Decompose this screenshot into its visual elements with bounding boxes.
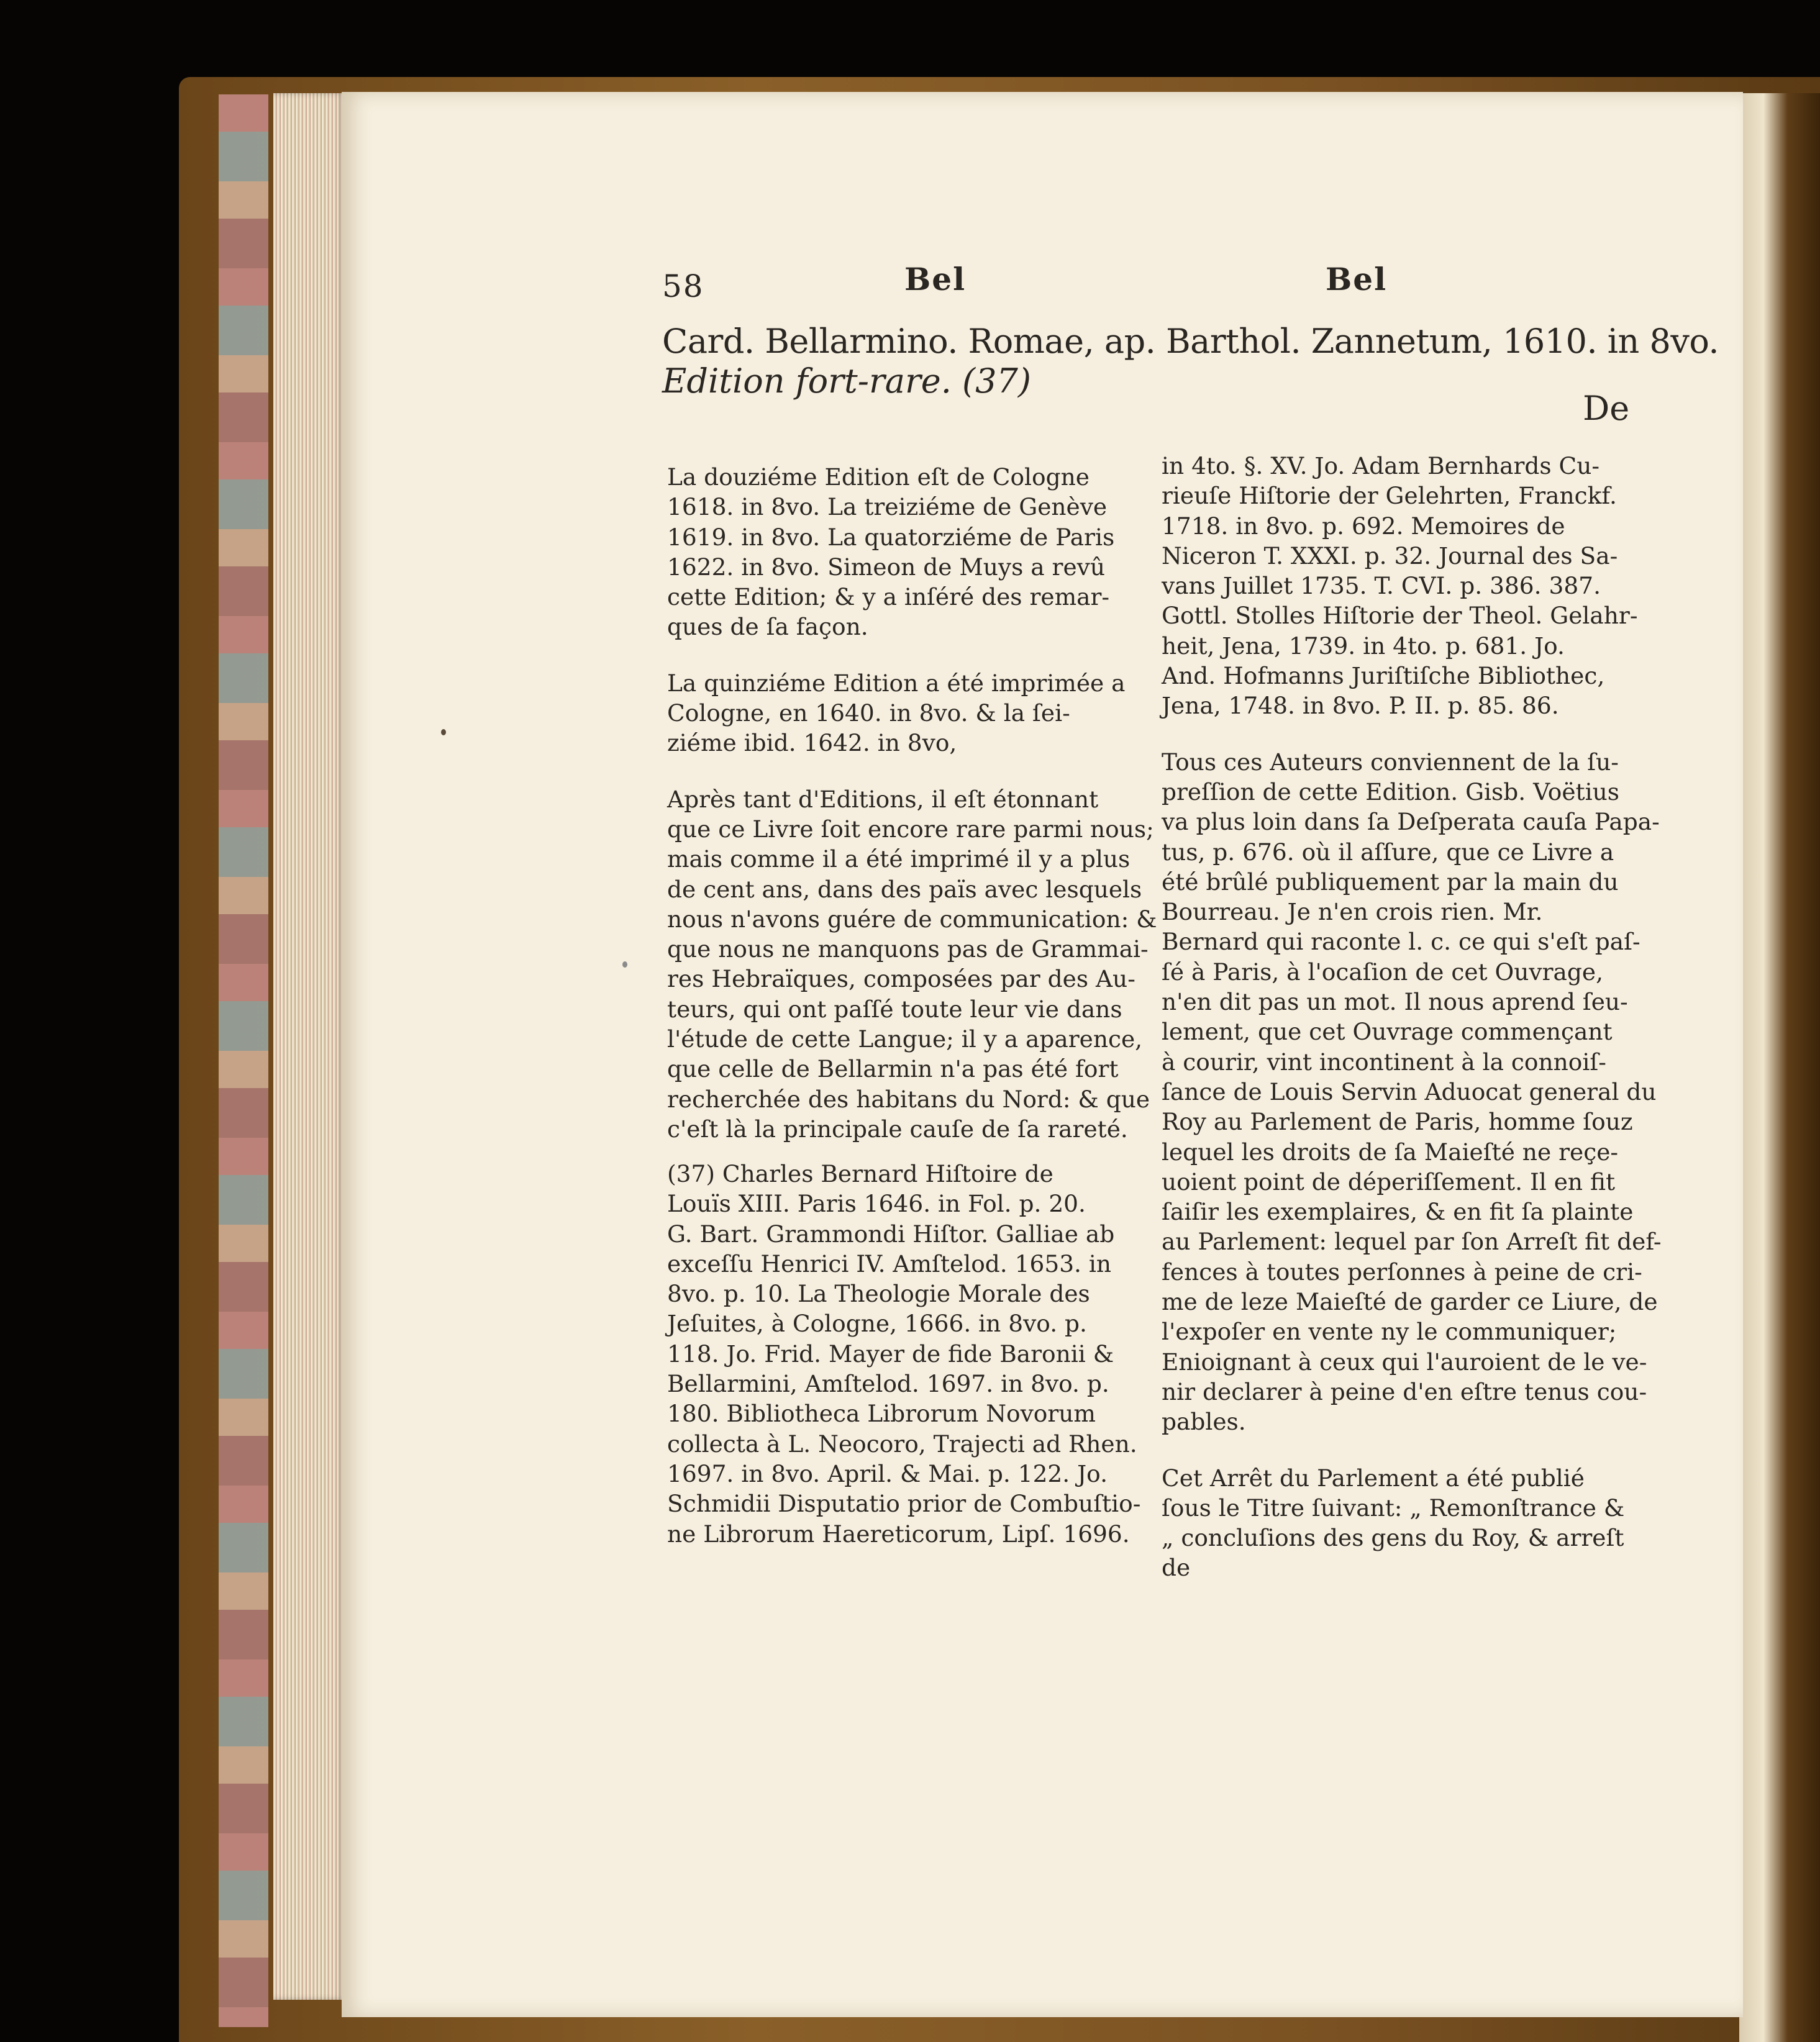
text-line: 1622. in 8vo. Simeon de Muys a revû <box>667 553 1105 581</box>
text-line: in 4to. §. XV. Jo. Adam Bernhards Cu- <box>1162 452 1600 479</box>
text-line: And. Hofmanns Juriſtiſche Bibliothec, <box>1162 662 1605 690</box>
text-line: Jena, 1748. in 8vo. P. II. p. 85. 86. <box>1162 692 1559 720</box>
text-line: ziéme ibid. 1642. in 8vo, <box>667 729 957 757</box>
text-line: de cent ans, dans des païs avec lesquels <box>667 875 1142 903</box>
footnote-line: 118. Jo. Frid. Mayer de fide Baronii & <box>667 1340 1114 1368</box>
text-line: ſaiſir les exemplaires, & en fit ſa plainte <box>1162 1198 1634 1226</box>
text-line: Roy au Parlement de Paris, homme ſouz <box>1162 1108 1633 1136</box>
text-line: n'en dit pas un mot. Il nous aprend ſeu- <box>1162 988 1628 1016</box>
text-line: à courir, vint incontinent à la connoiſ- <box>1162 1048 1606 1076</box>
text-line: Cologne, en 1640. in 8vo. & la ſei- <box>667 699 1070 727</box>
text-line: vans Juillet 1735. T. CVI. p. 386. 387. <box>1162 572 1601 600</box>
text-line: que ce Livre ſoit encore rare parmi nous; <box>667 815 1154 843</box>
text-line: au Parlement: lequel par ſon Arreſt fit def- <box>1162 1228 1662 1256</box>
running-head-right: Bel <box>1326 261 1388 297</box>
marbled-endpaper <box>219 94 268 2027</box>
text-line: ques de ſa façon. <box>667 613 868 641</box>
top-line-1: Card. Bellarmino. Romae, ap. Barthol. Zannetum, 1610. in 8vo. <box>662 322 1719 361</box>
text-line: va plus loin dans ſa Deſperata cauſa Papa- <box>1162 808 1660 836</box>
footnote-line: collecta à L. Neocoro, Trajecti ad Rhen. <box>667 1430 1137 1458</box>
text-line: La quinziéme Edition a été imprimée a <box>667 669 1126 697</box>
text-line: heit, Jena, 1739. in 4to. p. 681. Jo. <box>1162 632 1565 660</box>
footnote-line: ne Librorum Haereticorum, Lipſ. 1696. <box>667 1520 1130 1548</box>
page-edges <box>273 93 345 2000</box>
text-line: 1618. in 8vo. La treiziéme de Genève <box>667 493 1108 521</box>
book-page <box>342 92 1743 2017</box>
text-line: Niceron T. XXXI. p. 32. Journal des Sa- <box>1162 542 1618 569</box>
left-column <box>667 462 1157 1144</box>
footnote-line: (37) Charles Bernard Hiſtoire de <box>667 1160 1053 1187</box>
text-line: Bourreau. Je n'en crois rien. Mr. <box>1162 898 1543 926</box>
text-line: Cet Arrêt du Parlement a été publié <box>1162 1464 1585 1492</box>
text-line: 1718. in 8vo. p. 692. Memoires de <box>1162 512 1565 540</box>
text-line: l'expoſer en vente ny le communiquer; <box>1162 1318 1617 1346</box>
text-line: fences à toutes perſonnes à peine de cri- <box>1162 1258 1642 1286</box>
footnote-line: Louïs XIII. Paris 1646. in Fol. p. 20. <box>667 1190 1086 1218</box>
paragraph-gap <box>667 758 1157 784</box>
footnote-line: 180. Bibliotheca Librorum Novorum <box>667 1400 1096 1428</box>
text-line: cette Edition; & y a inſéré des remar- <box>667 583 1110 611</box>
text-line: Tous ces Auteurs conviennent de la ſu- <box>1162 748 1619 776</box>
text-line: que nous ne manquons pas de Grammai- <box>667 935 1149 963</box>
text-line: La douziéme Edition eſt de Cologne <box>667 463 1090 491</box>
text-line: recherchée des habitans du Nord: & que <box>667 1085 1150 1113</box>
ink-speck <box>441 729 446 735</box>
text-line: l'étude de cette Langue; il y a aparence, <box>667 1025 1143 1053</box>
text-line: nir declarer à peine d'en eſtre tenus cou- <box>1162 1377 1647 1405</box>
text-line: que celle de Bellarmin n'a pas été fort <box>667 1055 1119 1083</box>
right-column <box>1162 451 1662 1583</box>
text-line: ſous le Titre ſuivant: „ Remonſtrance & <box>1162 1494 1625 1522</box>
text-line: ſé à Paris, à l'ocaſion de cet Ouvrage, <box>1162 958 1603 986</box>
footnote-line: exceſſu Henrici IV. Amſtelod. 1653. in <box>667 1250 1112 1277</box>
footnote-37 <box>667 1159 1140 1549</box>
text-line: „ concluſions des gens du Roy, & arreſt <box>1162 1524 1624 1552</box>
footnote-line: Jeſuites, à Cologne, 1666. in 8vo. p. <box>667 1310 1087 1338</box>
text-line: uoient point de déperiſſement. Il en fit <box>1162 1168 1616 1196</box>
text-line: nous n'avons guére de communication: & <box>667 905 1157 933</box>
text-line: Bernard qui raconte l. c. ce qui s'eſt paſ- <box>1162 928 1640 956</box>
footnote-line: Bellarmini, Amſtelod. 1697. in 8vo. p. <box>667 1370 1109 1398</box>
text-line: de <box>1162 1554 1191 1582</box>
facing-page-edge <box>1739 93 1820 2042</box>
page-number: 58 <box>662 268 704 304</box>
text-line: res Hebraïques, composées par des Au- <box>667 965 1135 993</box>
ink-speck <box>622 961 627 968</box>
text-line: lequel les droits de ſa Maieſté ne reçe- <box>1162 1138 1619 1166</box>
paragraph-gap <box>1162 1437 1662 1463</box>
text-line: tus, p. 676. où il aſſure, que ce Livre a <box>1162 838 1614 866</box>
footnote-line: G. Bart. Grammondi Hiſtor. Galliae ab <box>667 1220 1115 1248</box>
text-line: Enioignant à ceux qui l'auroient de le ve- <box>1162 1348 1647 1376</box>
text-line: c'eſt là la principale cauſe de ſa rareté. <box>667 1115 1128 1143</box>
text-line: pables. <box>1162 1408 1246 1436</box>
text-line: lement, que cet Ouvrage commençant <box>1162 1018 1613 1046</box>
text-line: me de leze Maieſté de garder ce Liure, de <box>1162 1288 1658 1316</box>
text-line: ſance de Louis Servin Aduocat general du <box>1162 1078 1657 1105</box>
text-line: été brûlé publiquement par la main du <box>1162 868 1619 896</box>
text-line: mais comme il a été imprimé il y a plus <box>667 845 1131 873</box>
catchword-top: De <box>1583 389 1630 428</box>
top-line-2: Edition fort-rare. (37) <box>662 361 1031 401</box>
text-line: Gottl. Stolles Hiſtorie der Theol. Gelahr- <box>1162 602 1638 630</box>
running-head-left: Bel <box>904 261 967 297</box>
text-line: preſſion de cette Edition. Gisb. Voëtius <box>1162 778 1619 805</box>
paragraph-gap <box>1162 721 1662 747</box>
footnote-line: 8vo. p. 10. La Theologie Morale des <box>667 1280 1090 1308</box>
footnote-line: 1697. in 8vo. April. & Mai. p. 122. Jo. <box>667 1459 1108 1487</box>
text-line: rieuſe Hiſtorie der Gelehrten, Franckf. <box>1162 482 1617 510</box>
text-line: Après tant d'Editions, il eſt étonnant <box>667 785 1099 813</box>
text-line: 1619. in 8vo. La quatorziéme de Paris <box>667 523 1115 551</box>
paragraph-gap <box>667 642 1157 668</box>
text-line: teurs, qui ont paſſé toute leur vie dans <box>667 995 1122 1023</box>
footnote-line: Schmidii Disputatio prior de Combuſtio- <box>667 1490 1141 1518</box>
